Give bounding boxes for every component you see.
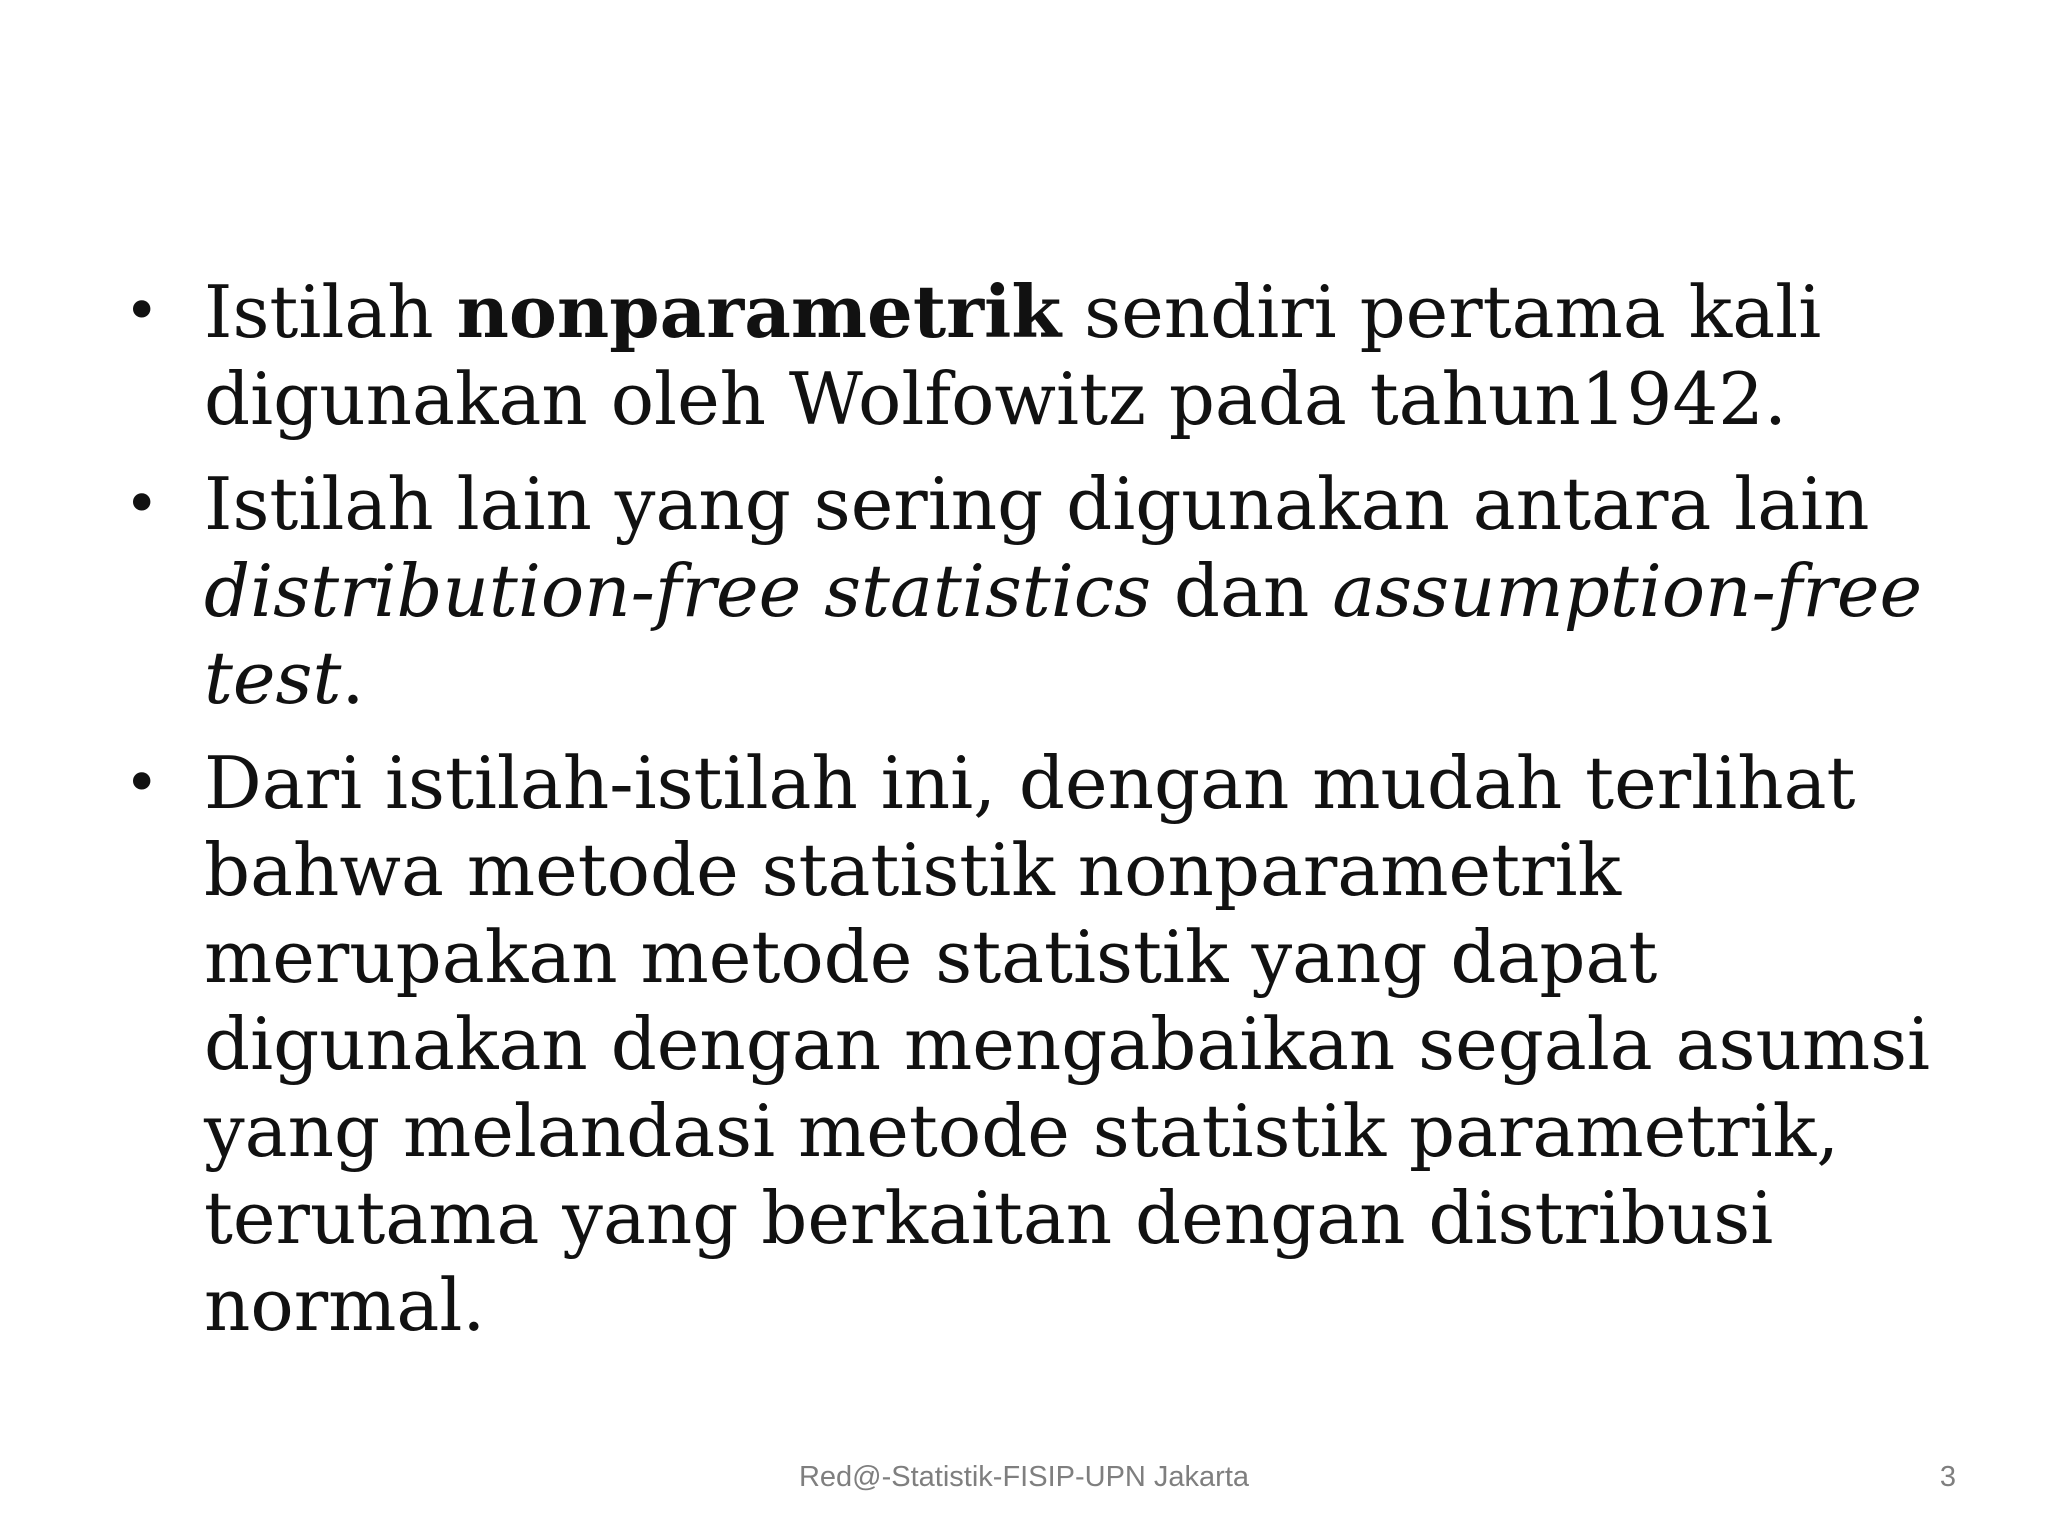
italic-term: distribution-free statistics bbox=[204, 549, 1152, 633]
bullet-dot-icon: • bbox=[124, 276, 160, 346]
bullet-text bbox=[204, 741, 1930, 1347]
footer-text: Red@-Statistik-FISIP-UPN Jakarta bbox=[798, 1461, 1250, 1493]
text-run: Istilah bbox=[204, 270, 457, 354]
bullet-list bbox=[120, 268, 1960, 1367]
text-run: sendiri pertama kali digunakan oleh Wolfowitz pada tahun1942. bbox=[204, 270, 1822, 441]
text-run: dan bbox=[1151, 549, 1333, 633]
bullet-item bbox=[120, 268, 1960, 443]
text-run: Istilah lain yang sering digunakan antara lain bbox=[204, 462, 1870, 546]
text-run: Dari istilah-istilah ini, dengan mudah terlihat bahwa metode statistik nonparametrik merupakan metode statistik yang dapat digunakan dengan mengabaikan segala asumsi yang melandasi metode statistik parametrik, terutama yang berkaitan dengan distribusi normal. bbox=[204, 741, 1931, 1347]
bullet-text bbox=[204, 270, 1821, 441]
bullet-item bbox=[120, 461, 1960, 722]
bullet-dot-icon: • bbox=[124, 748, 160, 818]
italic-term: assumption-free test bbox=[204, 549, 1923, 720]
text-run: . bbox=[341, 636, 365, 720]
bold-term: nonparametrik bbox=[456, 269, 1062, 354]
bullet-item bbox=[120, 740, 1960, 1349]
page-number: 3 bbox=[1939, 1461, 1956, 1493]
bullet-text bbox=[204, 462, 1922, 720]
bullet-dot-icon: • bbox=[124, 469, 160, 539]
